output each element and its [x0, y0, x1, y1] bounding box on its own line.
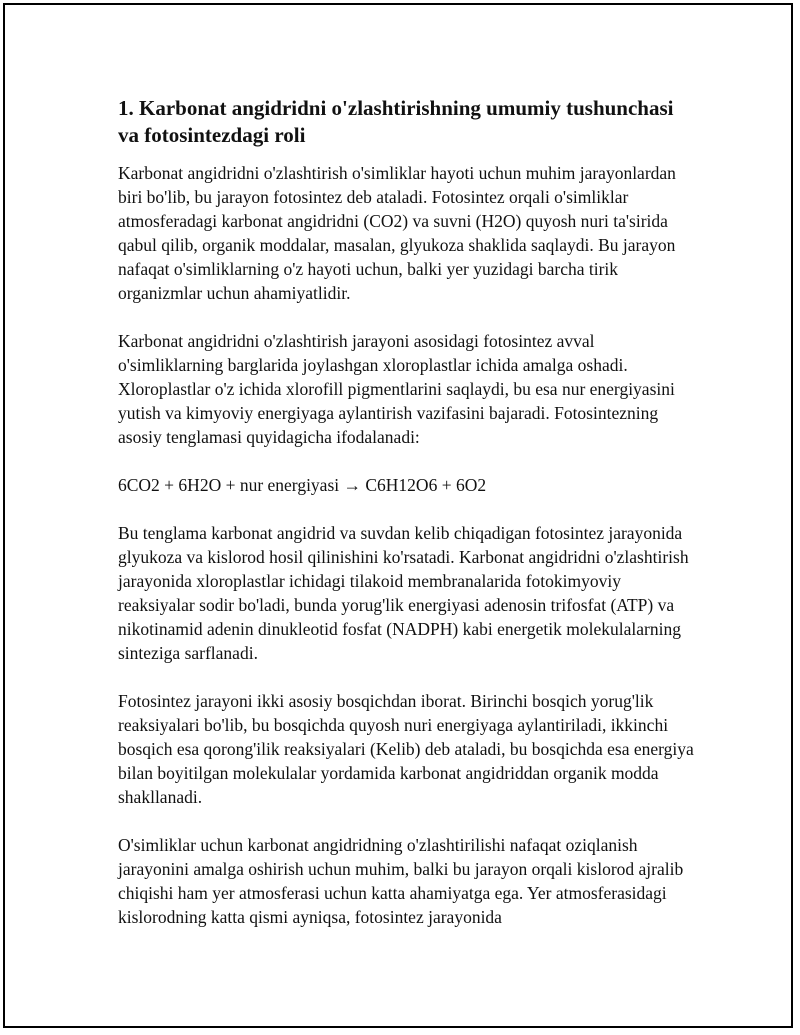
paragraph-intro: Karbonat angidridni o'zlashtirish o'simliklar hayoti uchun muhim jarayonlardan biri bo'lib, bu jarayon fotosintez deb ataladi. Fotosintez orqali o'simliklar atmosferadagi karbonat angidridni (CO2) va suvni (H2O) quyosh nuri ta'sirida qabul qilib, organik moddalar, masalan, glyukoza shaklida saqlaydi. Bu jarayon nafaqat o'simliklarning o'z hayoti uchun, balki yer yuzidagi barcha tirik organizmlar uchun ahamiyatlidir.	[118, 163, 676, 303]
paragraph-equation-explanation: Bu tenglama karbonat angidrid va suvdan kelib chiqadigan fotosintez jarayonida glyukoza va kislorod hosil qilinishini ko'rsatadi. Karbonat angidridni o'zlashtirish jarayonida xloroplastlar ichidagi tilakoid membranalarida fotokimyoviy reaksiyalar sodir bo'ladi, bunda yorug'lik energiyasi adenosin trifosfat (ATP) va nikotinamid adenin dinukleotid fosfat (NADPH) kabi energetik molekulalarning sinteziga sarflanadi.	[118, 523, 689, 663]
photosynthesis-equation: 6CO2 + 6H2O + nur energiyasi → C6H12O6 + 6O2	[118, 475, 487, 495]
document-content	[118, 95, 698, 953]
paragraph-oxygen: O'simliklar uchun karbonat angidridning o'zlashtirilishi nafaqat oziqlanish jarayonini amalga oshirish uchun muhim, balki bu jarayon orqali kislorod ajralib chiqishi ham yer atmosferasi uchun katta ahamiyatga ega. Yer atmosferasidagi kislorodning katta qismi ayniqsa, fotosintez jarayonida	[118, 835, 684, 927]
paragraph-stages: Fotosintez jarayoni ikki asosiy bosqichdan iborat. Birinchi bosqich yorug'lik reaksiyalari bo'lib, bu bosqichda quyosh nuri energiyaga aylantiriladi, ikkinchi bosqich esa qorong'ilik reaksiyalari (Kelib) deb ataladi, bu bosqichda esa energiya bilan boyitilgan molekulalar yordamida karbonat angidriddan organik modda shakllanadi.	[118, 691, 694, 807]
paragraph-chloroplasts: Karbonat angidridni o'zlashtirish jarayoni asosidagi fotosintez avval o'simliklarning barglarida joylashgan xloroplastlar ichida amalga oshadi. Xloroplastlar o'z ichida xlorofill pigmentlarini saqlaydi, bu esa nur energiyasini yutish va kimyoviy energiyaga aylantirish vazifasini bajaradi. Fotosintezning asosiy tenglamasi quyidagicha ifodalanadi:	[118, 331, 675, 447]
section-heading: 1. Karbonat angidridni o'zlashtirishning umumiy tushunchasi va fotosintezdagi roli	[118, 96, 674, 147]
